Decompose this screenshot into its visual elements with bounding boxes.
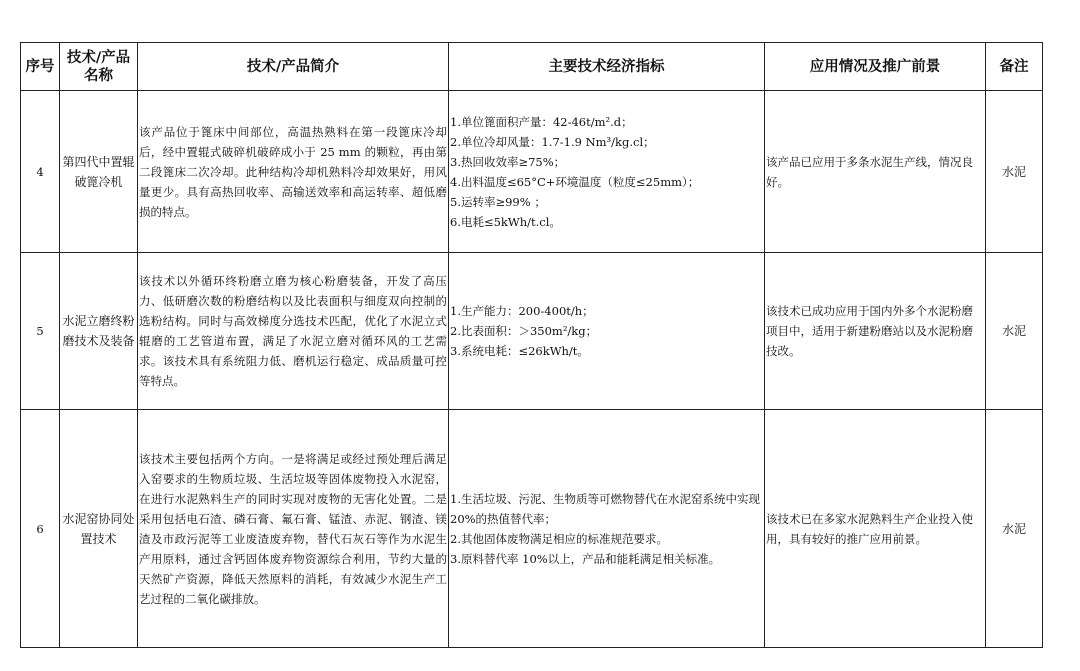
row-application: 该产品已应用于多条水泥生产线，情况良好。 — [765, 91, 986, 253]
indicator-item: 2.单位冷却风量：1.7-1.9 Nm³/kg.cl； — [450, 134, 655, 149]
header-name-line2: 名称 — [84, 67, 113, 84]
header-intro: 技术/产品简介 — [138, 43, 449, 91]
indicator-item: 1.生产能力：200-400t/h； — [450, 304, 594, 318]
indicator-item: 4.出料温度≤65°C+环境温度（粒度≤25mm）； — [450, 174, 700, 189]
indicator-item: 3.原料替代率 10%以上，产品和能耗满足相关标准。 — [450, 551, 721, 566]
indicator-item: 2.其他固体废物满足相应的标准规范要求。 — [450, 531, 668, 546]
row-name: 第四代中置辊破篦冷机 — [60, 91, 138, 253]
header-name — [60, 43, 138, 91]
row-remark: 水泥 — [986, 410, 1043, 648]
indicator-item: 2.比表面积：＞350m²/kg； — [450, 324, 598, 338]
header-row — [21, 43, 1043, 91]
header-no: 序号 — [21, 43, 60, 91]
table-row — [21, 253, 1043, 410]
header-remark: 备注 — [986, 43, 1043, 91]
indicator-item: 3.热回收效率≥75%； — [450, 154, 566, 169]
row-indicators — [449, 410, 765, 648]
row-indicators — [449, 91, 765, 253]
row-number: 4 — [21, 91, 60, 253]
indicator-item: 3.系统电耗：≤26kWh/t。 — [450, 344, 589, 358]
header-name-line1: 技术/产品 — [66, 49, 131, 66]
indicator-item: 6.电耗≤5kWh/t.cl。 — [450, 214, 561, 229]
indicator-item: 5.运转率≥99% ； — [450, 194, 546, 209]
row-intro: 该技术主要包括两个方向。一是将满足或经过预处理后满足入窑要求的生物质垃圾、生活垃圾等固体废物投入水泥窑，在进行水泥熟料生产的同时实现对废物的无害化处置。二是采用包括电石渣、磷石膏、氟石膏、锰渣、赤泥、钢渣、镁渣及市政污泥等工业废渣废弃物，替代石灰石等作为水泥生产用原料，通过含钙固体废弃物资源综合利用，节约大量的天然矿产资源，降低天然原料的消耗，有效减少水泥生产工艺过程的二氧化碳排放。 — [138, 410, 449, 648]
row-remark: 水泥 — [986, 91, 1043, 253]
table-row — [21, 410, 1043, 648]
row-remark: 水泥 — [986, 253, 1043, 410]
row-indicators — [449, 253, 765, 410]
row-name: 水泥窑协同处置技术 — [60, 410, 138, 648]
row-intro: 该技术以外循环终粉磨立磨为核心粉磨装备，开发了高压力、低研磨次数的粉磨结构以及比表面积与细度双向控制的选粉结构。同时与高效梯度分选技术匹配，优化了水泥立式辊磨的工艺管道布置，满足了水泥立磨对循环风的工艺需求。该技术具有系统阻力低、磨机运行稳定、成品质量可控等特点。 — [138, 253, 449, 410]
row-application: 该技术已在多家水泥熟料生产企业投入使用，具有较好的推广应用前景。 — [765, 410, 986, 648]
header-application: 应用情况及推广前景 — [765, 43, 986, 91]
row-number: 5 — [21, 253, 60, 410]
row-number: 6 — [21, 410, 60, 648]
row-application: 该技术已成功应用于国内外多个水泥粉磨项目中，适用于新建粉磨站以及水泥粉磨技改。 — [765, 253, 986, 410]
table-row — [21, 91, 1043, 253]
row-name: 水泥立磨终粉磨技术及装备 — [60, 253, 138, 410]
indicator-item: 1.单位篦面积产量：42-46t/m².d； — [450, 114, 633, 129]
indicator-item: 1.生活垃圾、污泥、生物质等可燃物替代在水泥窑系统中实现 20%的热值替代率； — [450, 491, 760, 526]
technology-table — [20, 42, 1043, 648]
header-indicators: 主要技术经济指标 — [449, 43, 765, 91]
row-intro: 该产品位于篦床中间部位，高温热熟料在第一段篦床冷却后，经中置辊式破碎机破碎成小于 25 mm 的颗粒，再由第二段篦床二次冷却。此种结构冷却机熟料冷却效果好，用风量更少。具有高热回收率、高输送效率和高运转率、超低磨损的特点。 — [138, 91, 449, 253]
